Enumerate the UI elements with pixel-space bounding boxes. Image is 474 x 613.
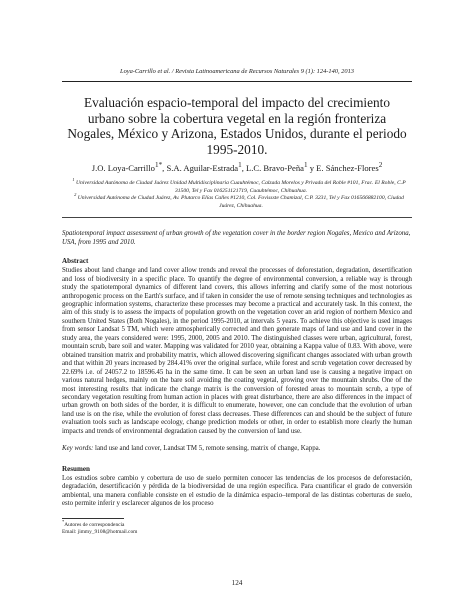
header-rule bbox=[62, 81, 412, 82]
affiliation-text: Universidad Autónoma de Ciudad Juárez, Av. Plutarco Elías Calles #1210, Col. Fovissste Chamizal, C.P. 3231, Tel y Fax 016566882100, Ciudad Juárez, Chihuahua. bbox=[77, 195, 404, 209]
author-name: y E. Sánchez-Flores bbox=[307, 163, 379, 173]
footnote-rule bbox=[62, 518, 124, 519]
affiliation-item bbox=[62, 177, 412, 198]
affiliation-rule bbox=[62, 217, 412, 218]
footnote bbox=[62, 519, 412, 536]
resumen-text: Los estudios sobre cambio y cobertura de uso de suelo permiten conocer las tendencias de los procesos de deforestación, degradación, desertificación y pérdida de la biodiversidad de una región específica. Para cuantificar el grado de conversión ambiental, una manera confiable consiste en el estudio de la dinámica espacio–temporal de las distintas coberturas de suelo, esto permite inferir y esclarecer algunos de los proceso bbox=[62, 474, 412, 508]
author-affiliation-mark: 1 bbox=[238, 161, 242, 170]
affiliation-mark: 2 bbox=[74, 192, 77, 198]
author-list bbox=[62, 163, 412, 173]
author-name: , S.A. Aguilar-Estrada bbox=[162, 163, 239, 173]
journal-header: Loya-Carrillo et al. / Revista Latinoamericana de Recursos Naturales 9 (1): 124-140, 2013 bbox=[120, 68, 354, 75]
footnote-email: Email: jimmy_9108@hotmail.com bbox=[62, 529, 138, 536]
paper-title: Evaluación espacio-temporal del impacto del crecimiento urbano sobre la cobertura vegetal en la región fronteriza Nogales, México y Arizona, Estados Unidos, durante el periodo 1995-2010. bbox=[67, 95, 407, 157]
author-affiliation-mark: 2 bbox=[378, 161, 383, 170]
footnote-correspondence bbox=[62, 519, 412, 529]
page-number: 124 bbox=[231, 579, 243, 587]
keywords-text: land use and land cover, Landsat TM 5, remote sensing, matrix of change, Kappa. bbox=[93, 445, 321, 453]
author-name: , L.C. Bravo-Peña bbox=[241, 163, 304, 173]
resumen-heading: Resumen bbox=[62, 464, 90, 473]
affiliations bbox=[62, 177, 412, 210]
affiliation-text: Universidad Autónoma de Ciudad Juárez Unidad Multidisciplinaria Cuauhtémoc, Calzada Morelos y Privada del Roble #101, Frac. El Roble, C.P 31500, Tel y Fax 016251121719, Cuauhtémoc, Chihuahua. bbox=[75, 180, 406, 194]
keywords-label: Key words: bbox=[62, 445, 94, 453]
author-name: J.O. Loya-Carrillo bbox=[91, 163, 155, 173]
abstract-heading: Abstract bbox=[62, 257, 89, 266]
author-affiliation-mark: 1 bbox=[303, 161, 308, 170]
keywords bbox=[62, 445, 412, 453]
affiliation-item bbox=[62, 192, 412, 210]
footnote-correspondence-text: Autores de correspondencia bbox=[64, 522, 125, 529]
author-affiliation-mark: 1* bbox=[154, 161, 163, 170]
english-title: Spatiotemporal impact assessment of urban growth of the vegetation cover in the border region Nogales, Mexico and Arizona, USA, from 1995 and 2010. bbox=[62, 230, 411, 246]
footnote-mark: * bbox=[62, 519, 65, 525]
affiliation-mark: 1 bbox=[72, 177, 75, 183]
abstract-text: Studies about land change and land cover allow trends and reveal the processes of deforestation, degradation, desertification and loss of biodiversity in a specific place. To quantify the degree of environmental conversion, a reliable way is through study the spatiotemporal dynamics of different land covers, this allows inferring and clarify some of the most notorious anthropogenic process on the Earth's surface, and if taken in consider the use of remote sensing techniques and technologies as geographic information systems, characterize these processes may become a practical and accurately task. In this context, the aim of this study is to assess the impacts of population growth on the vegetation cover an arid region of northern Mexico and southern United States (Both Nogales), in the period 1995-2010, at intervals 5 years. To achieve this objective is used images from sensor Landsat 5 TM, which were atmospherically corrected and then generate maps of land use and land cover in the study area, the years considered were: 1995, 2000, 2005 and 2010. The distinguished classes were urban, agricultural, forest, mountain scrub, bare soil and water. Mapping was validated for 2010 year, obtaining a Kappa value of 0.83. With above, were obtained transition matrix and probability matrix, which allowed discovering significant changes associated with urban growth and that within 20 years increased by 284.41% over the original surface, while forest and scrub vegetation cover decreased by 22.69% i.e. of 24057.2 to 18596.45 ha in the same time. It can be seen an urban land use is causing a negative impact on various natural hedges, mainly on the bare soil avoiding the coating vegetal, growing over the mountain shrubs. One of the most interesting results that indicate the change matrix is the conversion of forested areas to mountain scrub, a type of secondary vegetation resulting from human action in places with great disturbance, there are also differences in the impact of urban growth on both sides of the border, it is difficult to enumerate, however, one can conclude that the evolution of urban land use is on the rise, while the evolution of forest class decreases. These differences can and should be the subject of future evaluation tools such as landscape ecology, change prediction models or other, in order to establish more clearly the human impacts and trends of environmental degradation caused by the conversion of land use. bbox=[62, 267, 412, 435]
